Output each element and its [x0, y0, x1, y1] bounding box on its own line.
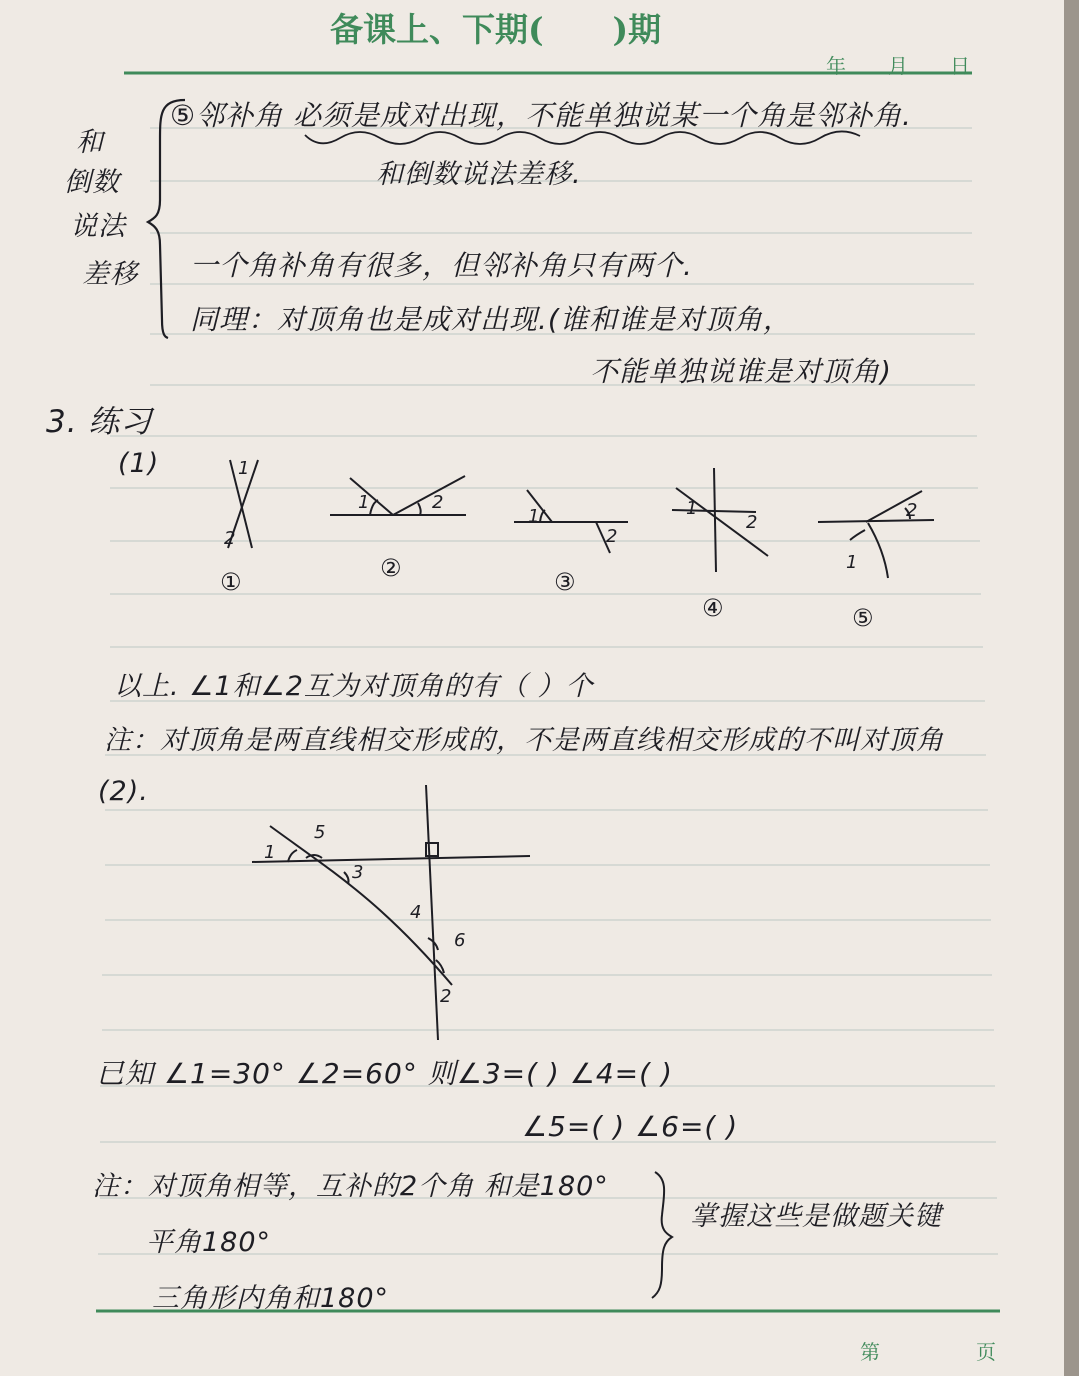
- exercise-heading: 3. 练习: [46, 404, 153, 440]
- figure-2: [330, 476, 466, 515]
- note-line-5: 不能单独说谁是对顶角): [590, 355, 892, 388]
- part2-angle-1: 1: [264, 842, 276, 863]
- right-brace: [652, 1172, 672, 1298]
- note-2-flat-angle: 平角180°: [146, 1227, 272, 1258]
- note-line-4: 同理：对顶角也是成对出现.(谁和谁是对顶角，: [190, 303, 792, 336]
- part1-label: (1): [118, 448, 160, 479]
- figure-number-3: ③: [554, 568, 576, 596]
- side-note-2: 倒数: [64, 167, 120, 198]
- fig4-angle-2: 2: [746, 512, 758, 533]
- given-text-2: ∠5=( ) ∠6=( ): [522, 1110, 739, 1143]
- figure-part2: [252, 785, 530, 1040]
- note-1: 注：对顶角是两直线相交形成的，不是两直线相交形成的不叫对顶角: [104, 725, 944, 756]
- part2-angle-2: 2: [440, 986, 452, 1007]
- date-day-label: 日: [950, 54, 970, 78]
- fig4-angle-1: 1: [686, 498, 698, 519]
- side-note-3: 说法: [70, 211, 126, 242]
- note-2: 注：对顶角相等，互补的2个角 和是180°: [92, 1171, 609, 1202]
- part2-angle-5: 5: [314, 822, 326, 843]
- part2-angle-3: 3: [352, 862, 364, 883]
- fig5-angle-2: 2: [906, 500, 918, 521]
- footer-page-prefix: 第: [860, 1340, 880, 1364]
- figure-number-4: ④: [702, 594, 724, 622]
- question-text: 以上. ∠1和∠2互为对顶角的有（ ）个: [114, 671, 594, 702]
- part2-label: (2).: [98, 776, 149, 807]
- date-year-label: 年: [826, 54, 846, 78]
- header-title: 备课上、下期( )期: [330, 10, 662, 49]
- left-brace: [148, 100, 185, 338]
- side-note-4: 差移: [82, 259, 138, 290]
- date-month-label: 月: [888, 54, 908, 78]
- note-line-3: 一个角补角有很多，但邻补角只有两个.: [190, 249, 693, 282]
- part2-angle-4: 4: [410, 902, 422, 923]
- fig2-angle-1: 1: [358, 492, 370, 513]
- fig3-angle-2: 2: [606, 526, 618, 547]
- brace-note: 掌握这些是做题关键: [690, 1201, 942, 1232]
- side-note-1: 和: [76, 127, 104, 158]
- fig1-angle-1: 1: [238, 458, 250, 479]
- figure-number-1: ①: [220, 568, 242, 596]
- note-2-triangle: 三角形内角和180°: [152, 1283, 390, 1314]
- given-text: 已知 ∠1=30° ∠2=60° 则∠3=( ) ∠4=( ): [96, 1057, 673, 1090]
- note-line-2: 和倒数说法差移.: [376, 159, 582, 190]
- fig5-angle-1: 1: [846, 552, 858, 573]
- footer-page-suffix: 页: [976, 1340, 996, 1364]
- figure-number-5: ⑤: [852, 604, 874, 632]
- part2-angle-6: 6: [454, 930, 466, 951]
- fig2-angle-2: 2: [432, 492, 444, 513]
- fig3-angle-1: 1: [528, 506, 540, 527]
- figure-number-2: ②: [380, 554, 402, 582]
- note-line-1: ⑤邻补角 必须是成对出现，不能单独说某一个角是邻补角.: [170, 99, 912, 132]
- fig1-angle-2: 2: [224, 528, 236, 549]
